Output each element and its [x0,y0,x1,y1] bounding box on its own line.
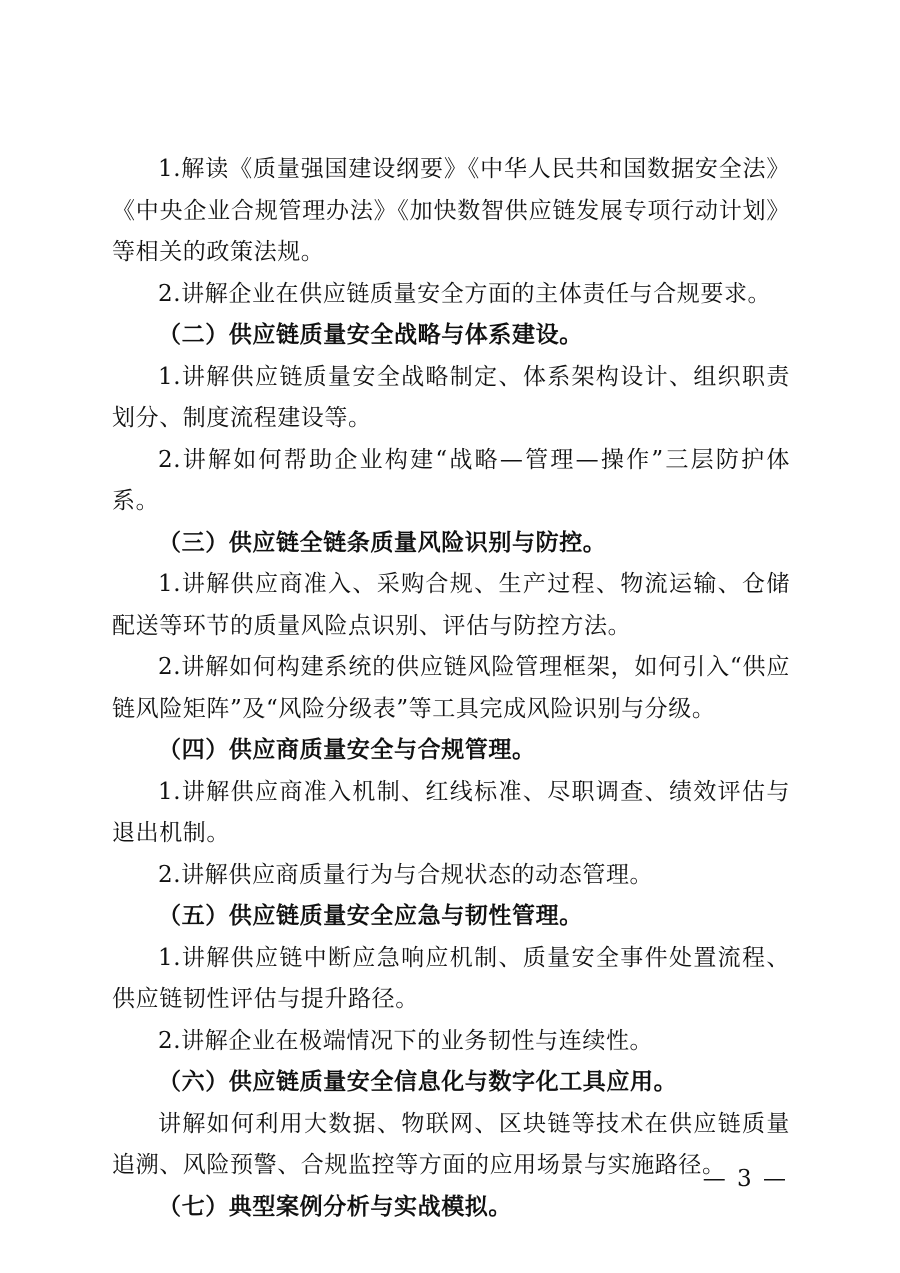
document-body [112,149,790,1228]
section-heading-6: （六）供应链质量安全信息化与数字化工具应用。 [158,1069,678,1095]
paragraph-3: 1.讲解供应链质量安全战略制定、体系架构设计、组织职责划分、制度流程建设等。 [112,363,790,431]
paragraph-8: 2.讲解供应商质量行为与合规状态的动态管理。 [158,861,654,888]
paragraph-4: 2.讲解如何帮助企业构建“战略—管理—操作”三层防护体系。 [112,446,790,514]
paragraph-10: 2.讲解企业在极端情况下的业务韧性与连续性。 [158,1027,654,1054]
section-heading-4: （四）供应商质量安全与合规管理。 [158,737,536,763]
paragraph-6: 2.讲解如何构建系统的供应链风险管理框架，如何引入“供应链风险矩阵”及“风险分级表”等工具完成风险识别与分级。 [112,654,790,722]
paragraph-11: 讲解如何利用大数据、物联网、区块链等技术在供应链质量追溯、风险预警、合规监控等方面的应用场景与实施路径。 [112,1110,790,1178]
paragraph-9: 1.讲解供应链中断应急响应机制、质量安全事件处置流程、供应链韧性评估与提升路径。 [112,944,790,1012]
paragraph-1: 1.解读《质量强国建设纲要》《中华人民共和国数据安全法》《中央企业合规管理办法》《加快数智供应链发展专项行动计划》等相关的政策法规。 [112,156,790,265]
section-heading-3: （三）供应链全链条质量风险识别与防控。 [158,529,607,556]
paragraph-7: 1.讲解供应商准入机制、红线标准、尽职调查、绩效评估与退出机制。 [112,778,790,846]
section-heading-2: （二）供应链质量安全战略与体系建设。 [158,322,583,348]
section-heading-5: （五）供应链质量安全应急与韧性管理。 [158,903,583,929]
section-heading-7: （七）典型案例分析与实战模拟。 [158,1193,512,1220]
paragraph-2: 2.讲解企业在供应链质量安全方面的主体责任与合规要求。 [158,280,772,307]
page-number: — 3 — [702,1166,788,1192]
paragraph-5: 1.讲解供应商准入、采购合规、生产过程、物流运输、仓储配送等环节的质量风险点识别、评估与防控方法。 [112,571,790,639]
